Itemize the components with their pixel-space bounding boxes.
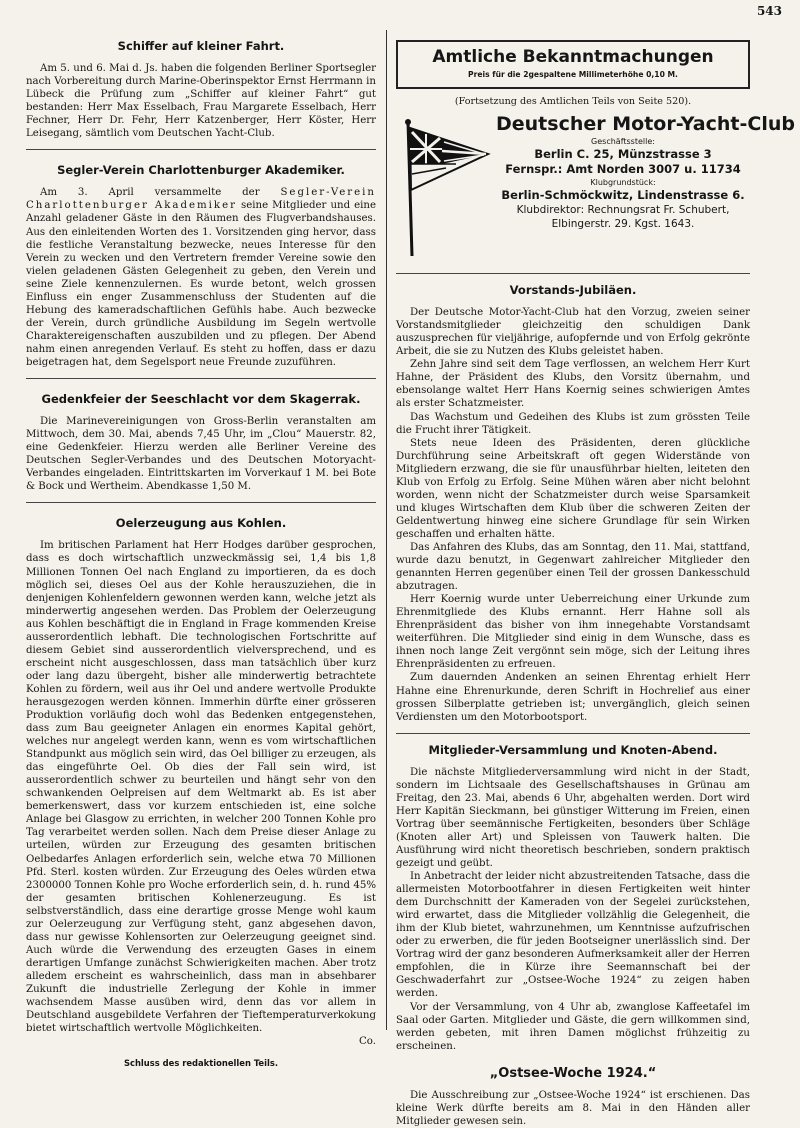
article-schiffer: Am 5. und 6. Mai d. Js. haben die folgenden Berliner Sportsegler nach Vorbereitung durch Marine-Oberinspektor Ernst Herrmann in Lübeck die Prüfung zum „Schiffer auf kleiner Fahrt“ gut bestanden: Herr Max Esselbach, Frau Margarete Esselbach, Herr Fechner, Herr Dr. Fehr, Herr Katzenberger, Herr Köster, Herr Leisegang, sämtlich vom Deutschen Yacht-Club.	[26, 63, 376, 140]
official-notices-title: Amtliche Bekanntmachungen	[432, 47, 714, 67]
paragraph: Die nächste Mitgliederversammlung wird nicht in der Stadt, sondern im Lichtsaale des Gesellschaftshauses in Grünau am Freitag, den 23. Mai, abends 6 Uhr, abgehalten werden. Dort wird Herr Kapitän Sieckmann, bei günstiger Witterung im Freien, einen Vortrag über seemännische Fertigkeiten, besonders über Schläge (Knoten aller Art) und Spleissen von Tauwerk halten. Die Ausführung wird nicht theoretisch beschrieben, sondern praktisch gezeigt und geübt.	[396, 766, 750, 870]
paragraph: Der Deutsche Motor-Yacht-Club hat den Vorzug, zweien seiner Vorstandsmitglieder gleichzeitig den schuldigen Dank auszusprechen für vieljährige, aufopfernde und von Erfolg gekrönte Arbeit, die sie zu Nutzen des Klubs geleistet haben.	[396, 307, 750, 358]
heading-vorstands-jubilaeen: Vorstands-Jubiläen.	[509, 283, 637, 298]
section-divider	[26, 149, 376, 150]
column-divider	[386, 30, 387, 1030]
heading-segler-verein: Segler-Verein Charlottenburger Akademiker.	[57, 163, 345, 178]
paragraph: Das Wachstum und Gedeihen des Klubs ist zum grössten Teile die Frucht ihrer Tätigkeit.	[396, 411, 750, 436]
section-divider	[396, 273, 750, 274]
paragraph: Vor der Versammlung, von 4 Uhr ab, zwanglose Kaffeetafel im Saal oder Garten. Mitglieder und Gäste, die gern willkommen sind, werden gebeten, mit ihren Damen möglichst frühzeitig zu erscheinen.	[396, 1001, 750, 1052]
page-number: 543	[756, 4, 782, 18]
paragraph: Zum dauernden Andenken an seinen Ehrentag erhielt Herr Hahne eine Ehrenurkunde, deren Schrift in Hochrelief aus einer grossen Silberplatte getrieben ist; unvergänglich, gleich seinen Verdiensten um den Motorbootsport.	[396, 672, 750, 723]
heading-oelerzeugung: Oelerzeugung aus Kohlen.	[115, 516, 287, 531]
club-name: Deutscher Motor-Yacht-Club	[496, 113, 795, 136]
club-director: Klubdirektor: Rechnungsrat Fr. Schubert,	[516, 204, 730, 217]
article-oelerzeugung: Im britischen Parlament hat Herr Hodges darüber gesprochen, dass es doch wirtschaftlich unzweckmässig sei, 1,4 bis 1,8 Millionen Tonnen Oel nach England zu importieren, da es doch möglich sei, dieses Oel aus der Kohle herauszuziehen, die in denjenigen Kohlenfeldern gewonnen werden kann, welche jetzt als minderwertig angesehen werden. Das Problem der Oelerzeugung aus Kohlen beschäftigt die in England in Frage kommenden Kreise ausserordentlich lebhaft. Die technologischen Fortschritte auf diesem Gebiet sind ausserordentlich vielversprechend, und es erscheint nicht ausgeschlossen, dass man tatsächlich über kurz oder lang dazu übergeht, bisher alle minderwertig betrachtete Kohlen zu fördern, weil aus ihr Oel und andere wertvolle Produkte herausgezogen werden können. Immerhin dürfte einer grösseren Produktion vorläufig doch wohl das Bedenken entgegenstehen, dass zum Bau geeigneter Anlagen ein enormes Kapital gehört, welches nur angelegt werden kann, wenn es vom wirtschaftlichen Standpunkt aus möglich sein wird, das Oel billiger zu erzeugen, als das eingeführte Oel. Ob dies der Fall sein wird, ist ausserordentlich schwer zu beurteilen und hängt sehr von den schwankenden Oelpreisen auf dem Weltmarkt ab. Es ist aber bemerkenswert, dass vor kurzem entschieden ist, eine solche Anlage bei Glasgow zu errichten, in welcher 200 Tonnen Kohle pro Tag verarbeitet werden sollen. Nach dem Preise dieser Anlage zu urteilen, würden zur Erzeugung des gesamten britischen Oelbedarfes Anlagen erforderlich sein, welche etwa 70 Millionen Pfd. Sterl. kosten würden. Zur Erzeugung des Oeles würden etwa 2300000 Tonnen Kohle pro Woche erforderlich sein, d. h. rund 45% der gesamten britischen Kohlenerzeugung. Es ist selbstverständlich, dass eine derartige grosse Menge wohl kaum zur Oelerzeugung zur Verfügung steht, ganz abgesehen davon, dass nur gewisse Kohlensorten zur Oelerzeugung geeignet sind. Auch würde die Verwendung des erzeugten Gases in einem derartigen Umfange zunächst Schwierigkeiten machen. Aber trotz alledem erscheint es wahrscheinlich, dass man in absehbarer Zukunft die industrielle Zerlegung der Kohle in immer wachsendem Masse ausüben wird, denn das vor allem in Deutschland ausgebildete Verfahren der Tieftemperaturverkokung bietet wirtschaftlich wertvolle Möglichkeiten.	[26, 540, 376, 1035]
club-pennant-icon	[396, 118, 492, 258]
text-segment: seine Mitglieder und eine Anzahl geladener Gäste in den Räumen des Flugverbandshauses. Aus den einleitenden Worten des 1. Vorsitzenden ging hervor, dass die festliche Veranstaltung bezwecke, neues Interesse für den Verein zu wecken und den Vertretern fremder Vereine sowie den vielen geladenen Gästen Gelegenheit zu geben, den Verein und seine Ziele kennenzulernen. Es wurde betont, welch grossen Einfluss ein enger Zusammenschluss der Studenten auf die Hebung des kameradschaftlichen Gefühls habe. Auch bezwecke der Verein, durch gründliche Ausbildung im Segeln wertvolle Charaktereigenschaften auszubilden und zu pflegen. Der Abend nahm einen anregenden Verlauf. Es steht zu hoffen, dass er dazu beigetragen hat, dem Segelsport neue Freunde zuzuführen.	[26, 200, 376, 368]
paragraph: Herr Koernig wurde unter Ueberreichung einer Urkunde zum Ehrenmitgliede des Klubs ernannt. Herr Hahne soll als Ehrenpräsident das bisher von ihm innegehabte Vorstandsamt weiterführen. Die Mitglieder sind einig in dem Wunsche, dass es ihnen noch lange Zeit vergönnt sein möge, sich der Leitung ihres Ehrenpräsidenten zu erfreuen.	[396, 594, 750, 671]
official-notices-box	[396, 40, 750, 89]
section-divider	[26, 502, 376, 503]
official-notices-price: Preis für die 2gespaltene Millimeterhöhe 0,10 M.	[468, 70, 678, 79]
club-header	[396, 112, 795, 264]
heading-skagerrak: Gedenkfeier der Seeschlacht vor dem Skagerrak.	[41, 392, 361, 407]
club-grounds: Berlin-Schmöckwitz, Lindenstrasse 6.	[501, 188, 745, 203]
section-divider	[396, 733, 750, 734]
right-column	[396, 40, 795, 1128]
article-segler-verein	[26, 186, 376, 369]
spaced-club-name: Segler-Verein Charlottenburger Akademiker	[26, 187, 376, 212]
paragraph: In Anbetracht der leider nicht abzustreitenden Tatsache, dass die allermeisten Motorbootfahrer in diesen Fertigkeiten weit hinter dem Durchschnitt der Kameraden von der Segelei zurückstehen, wird erwartet, dass die Mitglieder vollzählig die Gelegenheit, die ihm der Klub bietet, wahrzunehmen, um Kenntnisse aufzufrischen oder zu erwerben, die für jeden Bootseigner unerlässlich sind. Der Vortrag wird der ganz besonderen Aufmerksamkeit aller der Herren empfohlen, die in Kürze ihre Seemannschaft bei der Geschwaderfahrt zur „Ostsee-Woche 1924“ zu zeigen haben werden.	[396, 871, 750, 1000]
club-phone: Fernspr.: Amt Norden 3007 u. 11734	[505, 162, 741, 177]
paragraph: Das Anfahren des Klubs, das am Sonntag, den 11. Mai, stattfand, wurde dazu benutzt, in Gegenwart zahlreicher Mitglieder den genannten Herren gegenüber einen Teil der grossen Dankesschuld abzutragen.	[396, 541, 750, 593]
club-details	[496, 112, 795, 231]
club-office-label: Geschäftsstelle:	[591, 137, 655, 147]
paragraph: Die Ausschreibung zur „Ostsee-Woche 1924“ ist erschienen. Das kleine Werk dürfte bereits am 8. Mai in den Händen aller Mitglieder gewesen sein.	[396, 1089, 750, 1127]
article-signature: Co.	[359, 1036, 376, 1048]
continuation-note: (Fortsetzung des Amtlichen Teils von Seite 520).	[454, 96, 692, 108]
end-of-editorial-note: Schluss des redaktionellen Teils.	[123, 1058, 279, 1069]
club-address: Berlin C. 25, Münzstrasse 3	[534, 147, 712, 162]
club-director-address: Elbingerstr. 29. Kgst. 1643.	[551, 218, 695, 231]
paragraph: Zehn Jahre sind seit dem Tage verflossen, an welchem Herr Kurt Hahne, der Präsident des Klubs, den Vorsitz übernahm, und ebensolange waltet Herr Hans Koernig seines schwierigen Amtes als erster Schatzmeister.	[396, 359, 750, 410]
article-skagerrak: Die Marinevereinigungen von Gross-Berlin veranstalten am Mittwoch, dem 30. Mai, abends 7,45 Uhr, im „Clou“ Mauerstr. 82, eine Gedenkfeier. Hierzu werden alle Berliner Vereine des Deutschen Segler-Verbandes und des Deutschen Motoryacht-Verbandes eingeladen. Eintrittskarten im Vorverkauf 1 M. bei Bote & Bock und Wertheim. Abendkasse 1,50 M.	[26, 416, 376, 493]
text-segment: Am 3. April versammelte der	[40, 187, 281, 199]
left-column	[26, 40, 376, 1070]
heading-ostsee-woche: „Ostsee-Woche 1924.“	[489, 1065, 657, 1081]
heading-schiffer: Schiffer auf kleiner Fahrt.	[117, 39, 285, 53]
paragraph: Stets neue Ideen des Präsidenten, deren glückliche Durchführung seine Arbeitskraft oft gegen Widerstände von Mitgliedern erzwang, die sie für unausführbar hielten, leiteten den Klub von Erfolg zu Erfolg. Seine Mühen wären aber nicht belohnt worden, wenn nicht der Schatzmeister durch weise Sparsamkeit und kluges Wirtschaften dem Klub über die schweren Zeiten der Geldentwertung hinweg eine sichere Grundlage für sein Wirken geschaffen und erhalten hätte.	[396, 437, 750, 540]
heading-mitglieder-versammlung: Mitglieder-Versammlung und Knoten-Abend.	[428, 742, 718, 757]
section-divider	[26, 378, 376, 379]
club-grounds-label: Klubgrundstück:	[590, 178, 656, 188]
